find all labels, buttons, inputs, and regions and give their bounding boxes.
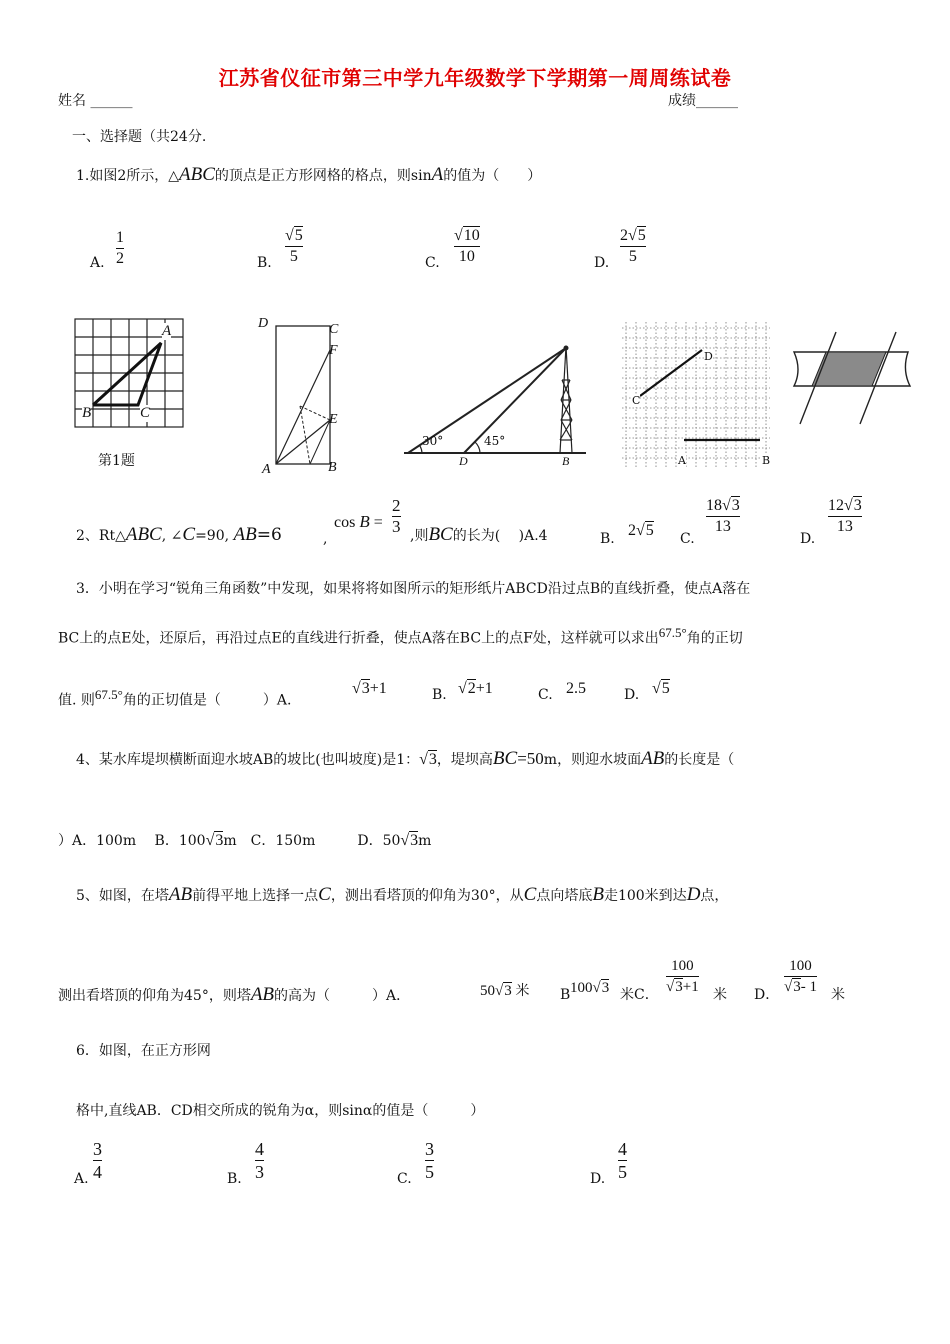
q3-option-b-label: B. [432, 687, 447, 703]
q1-option-b-label: B. [257, 255, 272, 271]
q5-option-c-label: 米C． [620, 987, 659, 1003]
q1-option-b-value: √5 5 [285, 227, 303, 265]
fig2-label-c: C [329, 322, 339, 337]
fig1-caption: 第1题 [98, 453, 135, 469]
figure-5-strips [790, 330, 916, 430]
fig2-label-d: D [258, 316, 269, 331]
q2-cos-value: 2 3 [392, 496, 401, 536]
fig1-label-a: A [162, 323, 172, 339]
fig3-angle-30: 30° [422, 434, 444, 448]
q5-option-c-value: 100 √3+1 [666, 958, 699, 995]
q6-option-c-label: C. [397, 1171, 412, 1187]
q2-question-tail: ,则BC的长为( )A.4 [410, 524, 548, 545]
section-heading: 一、选择题（共24分. [72, 129, 207, 145]
q2-option-c-label: C. [680, 531, 695, 547]
question-6-line1: 6．如图，在正方形网 [76, 1043, 211, 1059]
fig4-label-b: B [762, 454, 771, 467]
q5-option-c-unit: 米 [713, 987, 727, 1003]
q5-option-b-label: B [560, 987, 571, 1003]
q5-option-d-label: D． [754, 987, 780, 1003]
question-4-line1: 4、某水库堤坝横断面迎水坡AB的坡比(也叫坡度)是1：√3，堤坝高BC=50m，则迎水坡面AB的长度是（ [76, 748, 735, 769]
q1-option-c-label: C. [425, 255, 440, 271]
fig4-label-c: C [632, 394, 641, 407]
question-3-line1: 3．小明在学习“锐角三角函数”中发现，如果将将如图所示的矩形纸片ABCD沿过点B的直线折叠，使点A落在 [76, 581, 751, 597]
q2-option-c-value: 18√3 13 [706, 497, 740, 535]
q3-option-b-value: √2+1 [458, 680, 493, 697]
fig2-label-e: E [329, 412, 338, 427]
q1-option-d-label: D. [594, 255, 610, 271]
q2-comma: , [323, 531, 328, 547]
q2-option-d-value: 12√3 13 [828, 497, 862, 535]
triangle-abc [93, 343, 161, 405]
name-field-label: 姓名 ______ [58, 93, 133, 109]
q3-option-d-label: D. [624, 687, 640, 703]
fig1-label-b: B [82, 405, 92, 421]
q6-option-a-value: 3 4 [93, 1139, 102, 1182]
q1-option-d-value: 2√5 5 [620, 227, 646, 265]
fig2-label-a: A [262, 462, 271, 477]
q2-option-d-label: D. [800, 531, 816, 547]
q5-option-b-value: 100√3 [570, 980, 610, 996]
question-2: 2、Rt△ABC, ∠C=90, AB=6 [76, 524, 282, 545]
q5-option-a-value: 50√3 米 [480, 983, 530, 999]
score-field-label: 成绩______ [668, 93, 738, 109]
question-5-line2: 测出看塔顶的仰角为45°，则塔AB的高为（ ）A． [58, 984, 411, 1005]
question-5-line1: 5、如图，在塔AB前得平地上选择一点C，测出看塔顶的仰角为30°，从C点向塔底B走100米到达D点， [76, 884, 729, 905]
fig4-label-d: D [704, 350, 713, 363]
q6-option-b-label: B. [227, 1171, 242, 1187]
fig1-label-c: C [140, 405, 151, 421]
q3-option-c-label: C. [538, 687, 553, 703]
figure-4-grid [622, 322, 772, 470]
question-3-line3: 值. 则$^{67.5^\circ}$角的正切值是（ ）A. [58, 687, 292, 709]
fig3-label-b: B [562, 454, 570, 468]
fig2-label-f: F [329, 343, 338, 358]
page-title: 江苏省仪征市第三中学九年级数学下学期第一周周练试卷 [218, 66, 732, 90]
q3-option-a-value: √3+1 [352, 680, 387, 697]
q3-option-c-value: 2.5 [566, 680, 586, 697]
q1-option-a-value: 1 2 [116, 229, 124, 267]
question-1: 1.如图2所示，△ABC的顶点是正方形网格的格点，则sinA的值为（ ） [76, 164, 542, 185]
q2-option-b-label: B. [600, 531, 615, 547]
fig3-label-d: D [459, 454, 468, 468]
q1-option-c-value: √10 10 [454, 227, 480, 265]
question-4-line2: ）A．100m B．100√3m C．150m D．50√3m [58, 832, 432, 849]
q6-option-c-value: 3 5 [425, 1139, 434, 1182]
q6-option-d-label: D. [590, 1171, 606, 1187]
fig3-angle-45: 45° [484, 434, 506, 448]
q5-option-d-unit: 米 [831, 987, 845, 1003]
q2-cos-expr: cos B = [334, 512, 383, 531]
q6-option-a-label: A. [74, 1171, 89, 1187]
q3-option-d-value: √5 [652, 680, 670, 697]
q6-option-b-value: 4 3 [255, 1139, 264, 1182]
figure-2-rectangle [260, 318, 350, 478]
q6-option-d-value: 4 5 [618, 1139, 627, 1182]
question-6-line2: 格中,直线AB．CD相交所成的锐角为α，则sinα的值是（ ） [76, 1103, 485, 1119]
q2-option-b-value: 2√5 [628, 522, 654, 539]
fig2-label-b: B [328, 460, 337, 475]
q5-option-d-value: 100 √3- 1 [784, 958, 817, 995]
q1-option-a-label: A. [90, 255, 105, 271]
question-3-line2: BC上的点E处，还原后，再沿过点E的直线进行折叠，使点A落在BC上的点F处，这样就可以求出$^{67.5^\circ}$角的正切 [58, 625, 743, 647]
fig4-label-a: A [678, 454, 686, 467]
